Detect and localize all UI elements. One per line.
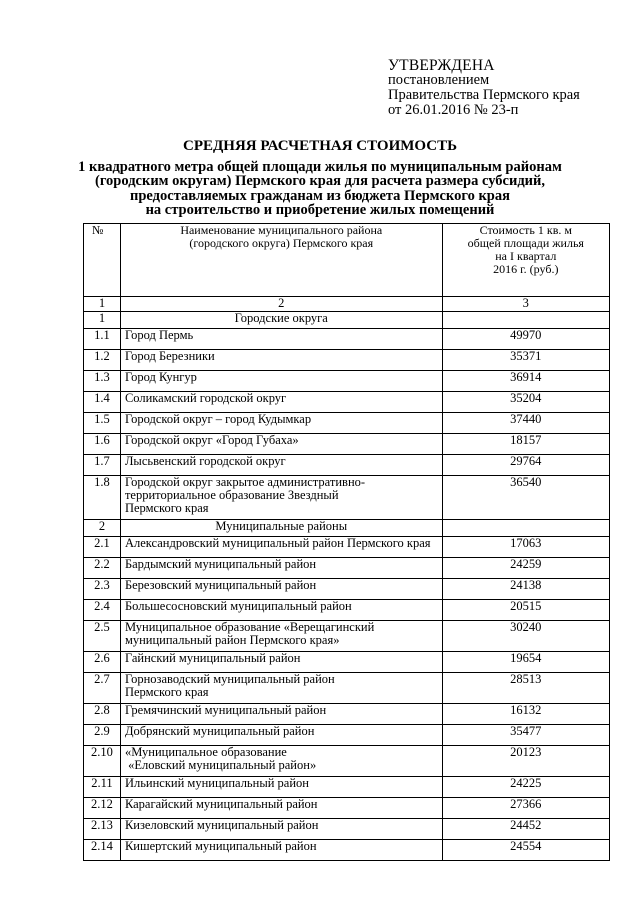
table-row (84, 621, 610, 652)
approval-line-3: Правительства Пермского края (388, 87, 580, 103)
row-name: Городской округ – город Кудымкар (120, 413, 442, 434)
row-number: 2.7 (84, 673, 121, 704)
table-row (84, 371, 610, 392)
row-number: 1.8 (84, 476, 121, 520)
header-name-line: Наименование муниципального района (180, 223, 383, 237)
row-number: 2.5 (84, 621, 121, 652)
row-name: Ильинский муниципальный район (120, 777, 442, 798)
approval-stamp (388, 58, 580, 118)
row-number: 1.3 (84, 371, 121, 392)
row-number: 2.9 (84, 725, 121, 746)
table-row (84, 777, 610, 798)
approval-line-4: от 26.01.2016 № 23-п (388, 102, 519, 118)
table-row (84, 455, 610, 476)
subtitle-line: предоставляемых гражданам из бюджета Пермского края (130, 187, 510, 204)
row-name: Лысьвенский городской округ (120, 455, 442, 476)
row-name: Добрянский муниципальный район (120, 725, 442, 746)
table-row (84, 537, 610, 558)
row-value: 19654 (442, 652, 609, 673)
table-row (84, 746, 610, 777)
row-value: 20515 (442, 600, 609, 621)
row-value: 27366 (442, 798, 609, 819)
row-number: 2.11 (84, 777, 121, 798)
table-row (84, 350, 610, 371)
table-row (84, 434, 610, 455)
row-name-line: территориальное образование Звездный (124, 488, 339, 502)
row-number: 2.1 (84, 537, 121, 558)
row-value: 49970 (442, 329, 609, 350)
table-row (84, 673, 610, 704)
table-row (84, 476, 610, 520)
cost-table (83, 223, 610, 861)
header-name (120, 224, 442, 297)
row-name-line: Муниципальное образование «Верещагинский (124, 620, 375, 634)
header-cost (442, 224, 609, 297)
row-number: 1.6 (84, 434, 121, 455)
row-name: Соликамский городской округ (120, 392, 442, 413)
row-value: 24259 (442, 558, 609, 579)
row-value: 29764 (442, 455, 609, 476)
row-name: Бардымский муниципальный район (120, 558, 442, 579)
approval-line-2: постановлением (388, 72, 490, 88)
table-row (84, 704, 610, 725)
table-row (84, 652, 610, 673)
row-value: 16132 (442, 704, 609, 725)
document-title: СРЕДНЯЯ РАСЧЕТНАЯ СТОИМОСТЬ (182, 138, 458, 154)
table-row (84, 725, 610, 746)
subtitle-line: 1 квадратного метра общей площади жилья по муниципальным районам (78, 159, 562, 175)
row-number: 2.10 (84, 746, 121, 777)
row-name: Карагайский муниципальный район (120, 798, 442, 819)
row-name-line: Городской округ закрытое административно- (124, 475, 366, 489)
row-name: Большесосновский муниципальный район (120, 600, 442, 621)
row-value: 17063 (442, 537, 609, 558)
row-name (120, 621, 442, 652)
index-cell: 1 (84, 297, 121, 312)
row-value: 24138 (442, 579, 609, 600)
row-number: 1.7 (84, 455, 121, 476)
row-name-line: Пермского края (124, 501, 209, 515)
row-value: 35371 (442, 350, 609, 371)
row-number: 2.14 (84, 840, 121, 861)
header-number: № (84, 224, 121, 297)
row-value: 28513 (442, 673, 609, 704)
section-empty-cell (442, 312, 609, 329)
section-number: 2 (84, 520, 121, 537)
header-cost-line: 2016 г. (руб.) (493, 262, 559, 276)
row-value: 30240 (442, 621, 609, 652)
row-name: Гайнский муниципальный район (120, 652, 442, 673)
row-value: 24554 (442, 840, 609, 861)
row-value: 36540 (442, 476, 609, 520)
table-row (84, 329, 610, 350)
table-row (84, 840, 610, 861)
row-name: Александровский муниципальный район Пермского края (120, 537, 442, 558)
subtitle-line: на строительство и приобретение жилых помещений (145, 202, 495, 219)
row-value: 37440 (442, 413, 609, 434)
row-number: 1.4 (84, 392, 121, 413)
document-subtitle (70, 160, 570, 218)
row-name-line: Горнозаводский муниципальный район (124, 672, 335, 686)
row-number: 2.3 (84, 579, 121, 600)
table-row (84, 819, 610, 840)
row-name (120, 673, 442, 704)
row-number: 1.5 (84, 413, 121, 434)
row-name-line: «Муниципальное образование (124, 745, 287, 759)
row-number: 2.4 (84, 600, 121, 621)
section-title: Муниципальные районы (120, 520, 442, 537)
row-value: 24225 (442, 777, 609, 798)
table-row (84, 392, 610, 413)
section-row (84, 520, 610, 537)
row-number: 2.12 (84, 798, 121, 819)
row-name-line: «Еловский муниципальный район» (124, 758, 317, 772)
row-number: 1.1 (84, 329, 121, 350)
row-number: 2.6 (84, 652, 121, 673)
table-row (84, 798, 610, 819)
row-number: 2.8 (84, 704, 121, 725)
subtitle-line: (городским округам) Пермского края для расчета размера субсидий, (95, 173, 545, 190)
table-row (84, 558, 610, 579)
row-number: 1.2 (84, 350, 121, 371)
column-index-row (84, 297, 610, 312)
row-value: 24452 (442, 819, 609, 840)
row-value: 35477 (442, 725, 609, 746)
row-name: Кизеловский муниципальный район (120, 819, 442, 840)
row-name: Кишертский муниципальный район (120, 840, 442, 861)
section-title: Городские округа (120, 312, 442, 329)
row-value: 18157 (442, 434, 609, 455)
table-row (84, 579, 610, 600)
approval-title: УТВЕРЖДЕНА (388, 57, 495, 74)
row-value: 20123 (442, 746, 609, 777)
section-row (84, 312, 610, 329)
row-name (120, 746, 442, 777)
row-value: 35204 (442, 392, 609, 413)
section-empty-cell (442, 520, 609, 537)
row-name: Березовский муниципальный район (120, 579, 442, 600)
header-cost-line: на I квартал (495, 249, 557, 263)
table-header-row (84, 224, 610, 297)
table-row (84, 413, 610, 434)
section-number: 1 (84, 312, 121, 329)
header-name-line: (городского округа) Пермского края (189, 236, 374, 250)
row-name: Город Пермь (120, 329, 442, 350)
row-name: Город Кунгур (120, 371, 442, 392)
row-name: Городской округ «Город Губаха» (120, 434, 442, 455)
row-number: 2.2 (84, 558, 121, 579)
row-name: Город Березники (120, 350, 442, 371)
row-name-line: Пермского края (124, 685, 209, 699)
row-name (120, 476, 442, 520)
header-cost-line: общей площади жилья (467, 236, 584, 250)
table-row (84, 600, 610, 621)
index-cell: 3 (442, 297, 609, 312)
row-name: Гремячинский муниципальный район (120, 704, 442, 725)
row-name-line: муниципальный район Пермского края» (124, 633, 340, 647)
index-cell: 2 (120, 297, 442, 312)
row-number: 2.13 (84, 819, 121, 840)
row-value: 36914 (442, 371, 609, 392)
header-cost-line: Стоимость 1 кв. м (479, 223, 572, 237)
